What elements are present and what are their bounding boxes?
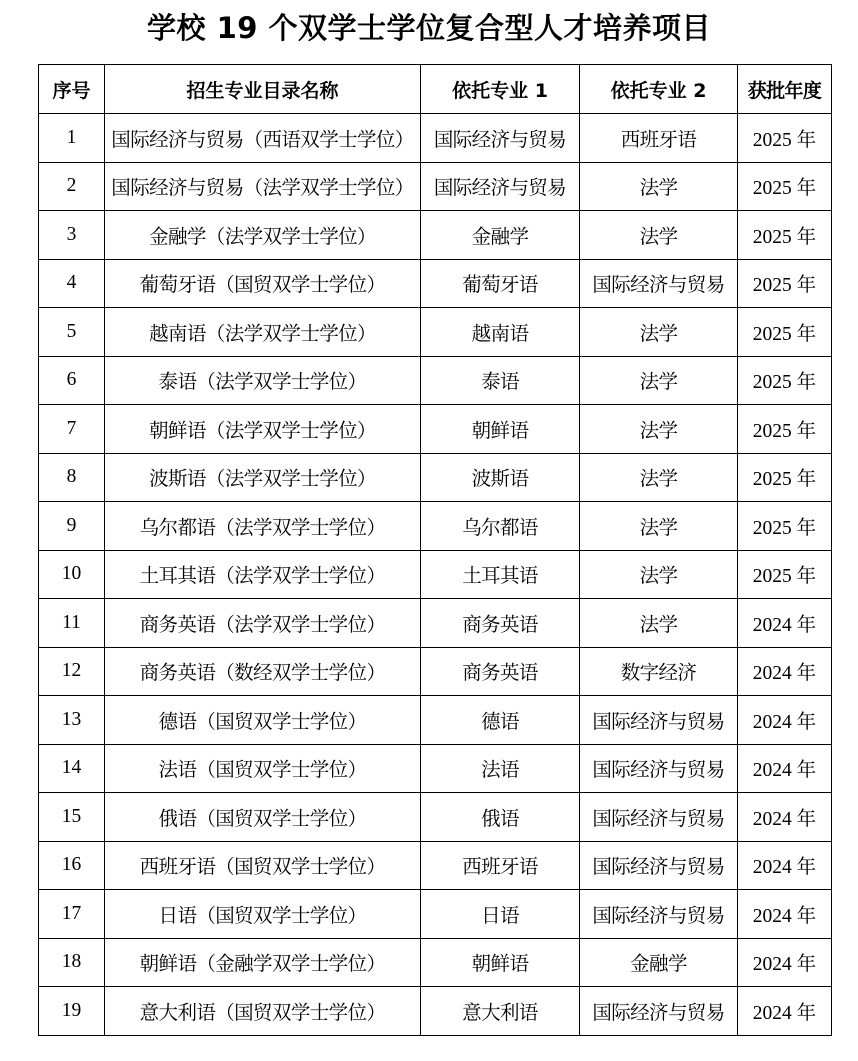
cell-year: 2025 年	[738, 308, 832, 357]
cell-program: 俄语（国贸双学士学位）	[105, 793, 421, 842]
cell-major2: 法学	[580, 308, 738, 357]
cell-year: 2025 年	[738, 259, 832, 308]
table-row	[39, 890, 832, 939]
cell-major1: 葡萄牙语	[421, 259, 580, 308]
cell-program: 泰语（法学双学士学位）	[105, 356, 421, 405]
table-row	[39, 356, 832, 405]
cell-major1: 土耳其语	[421, 550, 580, 599]
cell-program: 越南语（法学双学士学位）	[105, 308, 421, 357]
cell-program: 日语（国贸双学士学位）	[105, 890, 421, 939]
cell-major1: 波斯语	[421, 453, 580, 502]
cell-major1: 德语	[421, 696, 580, 745]
cell-program: 德语（国贸双学士学位）	[105, 696, 421, 745]
cell-year: 2024 年	[738, 793, 832, 842]
cell-year: 2024 年	[738, 744, 832, 793]
cell-index: 17	[39, 890, 105, 939]
table-row	[39, 987, 832, 1036]
cell-year: 2025 年	[738, 211, 832, 260]
header-major2: 依托专业 2	[580, 65, 738, 114]
cell-major2: 法学	[580, 405, 738, 454]
cell-program: 国际经济与贸易（西语双学士学位）	[105, 114, 421, 163]
cell-year: 2025 年	[738, 356, 832, 405]
cell-program: 葡萄牙语（国贸双学士学位）	[105, 259, 421, 308]
cell-major1: 法语	[421, 744, 580, 793]
cell-year: 2025 年	[738, 550, 832, 599]
cell-major1: 金融学	[421, 211, 580, 260]
table-header	[39, 65, 832, 114]
cell-program: 商务英语（数经双学士学位）	[105, 647, 421, 696]
table-row	[39, 793, 832, 842]
header-major1: 依托专业 1	[421, 65, 580, 114]
cell-major2: 国际经济与贸易	[580, 890, 738, 939]
cell-major2: 法学	[580, 550, 738, 599]
cell-program: 朝鲜语（金融学双学士学位）	[105, 938, 421, 987]
cell-major2: 法学	[580, 162, 738, 211]
cell-major2: 金融学	[580, 938, 738, 987]
cell-major1: 乌尔都语	[421, 502, 580, 551]
cell-year: 2024 年	[738, 938, 832, 987]
cell-major2: 国际经济与贸易	[580, 696, 738, 745]
cell-major1: 商务英语	[421, 599, 580, 648]
cell-year: 2024 年	[738, 647, 832, 696]
cell-major1: 国际经济与贸易	[421, 114, 580, 163]
table-body	[39, 114, 832, 1036]
cell-index: 13	[39, 696, 105, 745]
table-row	[39, 550, 832, 599]
cell-major1: 朝鲜语	[421, 938, 580, 987]
cell-program: 乌尔都语（法学双学士学位）	[105, 502, 421, 551]
table-row	[39, 696, 832, 745]
cell-major2: 西班牙语	[580, 114, 738, 163]
cell-major1: 国际经济与贸易	[421, 162, 580, 211]
cell-index: 6	[39, 356, 105, 405]
table-row	[39, 938, 832, 987]
cell-major2: 法学	[580, 211, 738, 260]
cell-program: 波斯语（法学双学士学位）	[105, 453, 421, 502]
cell-major1: 意大利语	[421, 987, 580, 1036]
cell-year: 2024 年	[738, 599, 832, 648]
cell-program: 商务英语（法学双学士学位）	[105, 599, 421, 648]
cell-index: 18	[39, 938, 105, 987]
table-row	[39, 453, 832, 502]
cell-major1: 俄语	[421, 793, 580, 842]
cell-year: 2024 年	[738, 841, 832, 890]
cell-major2: 国际经济与贸易	[580, 793, 738, 842]
cell-program: 意大利语（国贸双学士学位）	[105, 987, 421, 1036]
cell-year: 2025 年	[738, 405, 832, 454]
cell-year: 2025 年	[738, 162, 832, 211]
table-row	[39, 599, 832, 648]
cell-major2: 法学	[580, 453, 738, 502]
cell-major2: 国际经济与贸易	[580, 841, 738, 890]
header-index: 序号	[39, 65, 105, 114]
cell-year: 2025 年	[738, 502, 832, 551]
cell-program: 金融学（法学双学士学位）	[105, 211, 421, 260]
table-row	[39, 162, 832, 211]
header-program: 招生专业目录名称	[105, 65, 421, 114]
cell-index: 19	[39, 987, 105, 1036]
cell-program: 西班牙语（国贸双学士学位）	[105, 841, 421, 890]
cell-major2: 法学	[580, 502, 738, 551]
table-row	[39, 744, 832, 793]
cell-year: 2024 年	[738, 890, 832, 939]
cell-index: 12	[39, 647, 105, 696]
table-row	[39, 647, 832, 696]
table-row	[39, 502, 832, 551]
cell-program: 国际经济与贸易（法学双学士学位）	[105, 162, 421, 211]
cell-year: 2024 年	[738, 987, 832, 1036]
table-row	[39, 405, 832, 454]
cell-major1: 西班牙语	[421, 841, 580, 890]
header-row	[39, 65, 832, 114]
cell-major2: 法学	[580, 599, 738, 648]
cell-program: 土耳其语（法学双学士学位）	[105, 550, 421, 599]
header-year: 获批年度	[738, 65, 832, 114]
cell-index: 16	[39, 841, 105, 890]
cell-index: 15	[39, 793, 105, 842]
cell-major1: 商务英语	[421, 647, 580, 696]
cell-index: 8	[39, 453, 105, 502]
cell-index: 5	[39, 308, 105, 357]
cell-major2: 法学	[580, 356, 738, 405]
cell-year: 2025 年	[738, 114, 832, 163]
cell-major1: 泰语	[421, 356, 580, 405]
table-row	[39, 308, 832, 357]
cell-year: 2025 年	[738, 453, 832, 502]
cell-index: 14	[39, 744, 105, 793]
cell-index: 4	[39, 259, 105, 308]
table-row	[39, 211, 832, 260]
cell-major2: 国际经济与贸易	[580, 744, 738, 793]
cell-major2: 国际经济与贸易	[580, 987, 738, 1036]
cell-index: 1	[39, 114, 105, 163]
page-title: 学校 19 个双学士学位复合型人才培养项目	[146, 11, 712, 45]
cell-index: 11	[39, 599, 105, 648]
cell-index: 7	[39, 405, 105, 454]
cell-major1: 日语	[421, 890, 580, 939]
cell-major2: 数字经济	[580, 647, 738, 696]
cell-program: 法语（国贸双学士学位）	[105, 744, 421, 793]
cell-major1: 越南语	[421, 308, 580, 357]
program-table	[38, 64, 832, 1036]
cell-index: 2	[39, 162, 105, 211]
cell-major2: 国际经济与贸易	[580, 259, 738, 308]
cell-index: 9	[39, 502, 105, 551]
cell-program: 朝鲜语（法学双学士学位）	[105, 405, 421, 454]
table-row	[39, 114, 832, 163]
cell-index: 3	[39, 211, 105, 260]
cell-year: 2024 年	[738, 696, 832, 745]
cell-index: 10	[39, 550, 105, 599]
cell-major1: 朝鲜语	[421, 405, 580, 454]
table-row	[39, 841, 832, 890]
table-row	[39, 259, 832, 308]
